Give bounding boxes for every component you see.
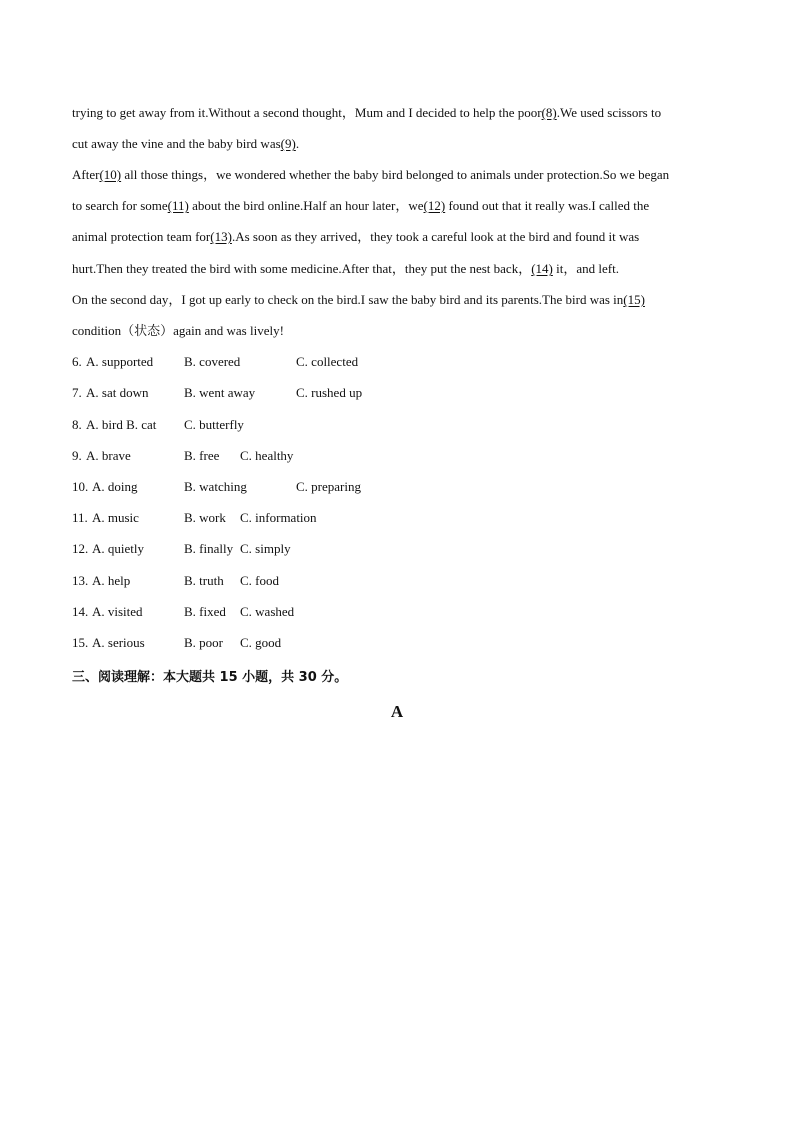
question-number: 14. bbox=[72, 604, 89, 619]
option-b: B. watching bbox=[184, 479, 247, 494]
option-b: B. poor bbox=[184, 635, 223, 650]
option-b: B. truth bbox=[184, 573, 224, 588]
option-c: C. collected bbox=[296, 354, 359, 369]
question-number: 11. bbox=[72, 510, 88, 525]
option-a: A. supported bbox=[86, 354, 154, 369]
passage-line-6 bbox=[72, 261, 619, 277]
option-b: B. free bbox=[184, 448, 220, 463]
blank-14: (14) bbox=[531, 261, 553, 276]
option-a: A. visited bbox=[92, 604, 143, 619]
text: animal protection team for bbox=[72, 229, 211, 244]
text: it，and left. bbox=[552, 261, 619, 276]
blank-15: (15) bbox=[623, 292, 645, 307]
option-c: C. preparing bbox=[296, 479, 361, 494]
passage-line-7 bbox=[72, 292, 645, 308]
option-a: A. help bbox=[92, 573, 131, 588]
passage-line-8 bbox=[72, 323, 284, 339]
option-c: C. good bbox=[240, 635, 282, 650]
blank-10: (10) bbox=[99, 167, 122, 182]
text: about the bird online.Half an hour later，we bbox=[188, 198, 424, 213]
option-a: A. brave bbox=[86, 448, 131, 463]
question-number: 13. bbox=[72, 573, 89, 588]
text: After bbox=[72, 167, 100, 182]
text: trying to get away from it.Without a second thought，Mum and I decided to help the poor bbox=[72, 105, 542, 120]
question-number: 15. bbox=[72, 635, 89, 650]
passage-line-3 bbox=[72, 167, 669, 183]
blank-9: (9) bbox=[280, 136, 296, 151]
passage-line-2 bbox=[72, 136, 299, 152]
text: found out that it really was.I called the bbox=[445, 198, 650, 213]
blank-8: (8) bbox=[541, 105, 557, 120]
passage-label: A bbox=[390, 702, 404, 721]
passage-line-1 bbox=[72, 105, 661, 121]
option-b: B. work bbox=[184, 510, 226, 525]
text: .As soon as they arrived，they took a careful look at the bird and found it was bbox=[231, 229, 640, 244]
question-number: 12. bbox=[72, 541, 89, 556]
blank-11: (11) bbox=[167, 198, 189, 213]
text: condition（状态）again and was lively! bbox=[72, 323, 284, 338]
text: cut away the vine and the baby bird was bbox=[72, 136, 281, 151]
section-heading: 三、阅读理解：本大题共 15 小题，共 30 分。 bbox=[72, 670, 348, 685]
option-b: B. went away bbox=[184, 385, 256, 400]
option-a: A. serious bbox=[92, 635, 145, 650]
option-c: C. simply bbox=[240, 541, 291, 556]
option-a-b: A. bird B. cat bbox=[86, 417, 157, 432]
question-number: 9. bbox=[72, 448, 82, 463]
option-c: C. butterfly bbox=[184, 417, 244, 432]
question-number: 8. bbox=[72, 417, 82, 432]
option-b: B. finally bbox=[184, 541, 234, 556]
text: hurt.Then they treated the bird with some medicine.After that，they put the nest back， bbox=[72, 261, 532, 276]
text: .We used scissors to bbox=[556, 105, 662, 120]
option-a: A. quietly bbox=[92, 541, 144, 556]
question-number: 10. bbox=[72, 479, 89, 494]
text: . bbox=[295, 136, 300, 151]
text: On the second day，I got up early to check on the bird.I saw the baby bird and its parents.The bird was in bbox=[72, 292, 624, 307]
option-b: B. fixed bbox=[184, 604, 226, 619]
question-number: 7. bbox=[72, 385, 82, 400]
passage-line-5 bbox=[72, 229, 639, 245]
option-a: A. music bbox=[92, 510, 139, 525]
option-c: C. food bbox=[240, 573, 279, 588]
option-c: C. rushed up bbox=[296, 385, 363, 400]
blank-13: (13) bbox=[210, 229, 232, 244]
text: to search for some bbox=[72, 198, 168, 213]
passage-line-4 bbox=[72, 198, 649, 214]
option-b: B. covered bbox=[184, 354, 241, 369]
option-a: A. sat down bbox=[86, 385, 149, 400]
option-c: C. healthy bbox=[240, 448, 294, 463]
question-number: 6. bbox=[72, 354, 82, 369]
option-c: C. washed bbox=[240, 604, 295, 619]
option-c: C. information bbox=[240, 510, 317, 525]
blank-12: (12) bbox=[423, 198, 446, 213]
option-a: A. doing bbox=[92, 479, 138, 494]
text: all those things，we wondered whether the baby bird belonged to animals under protection.So we began bbox=[121, 167, 670, 182]
